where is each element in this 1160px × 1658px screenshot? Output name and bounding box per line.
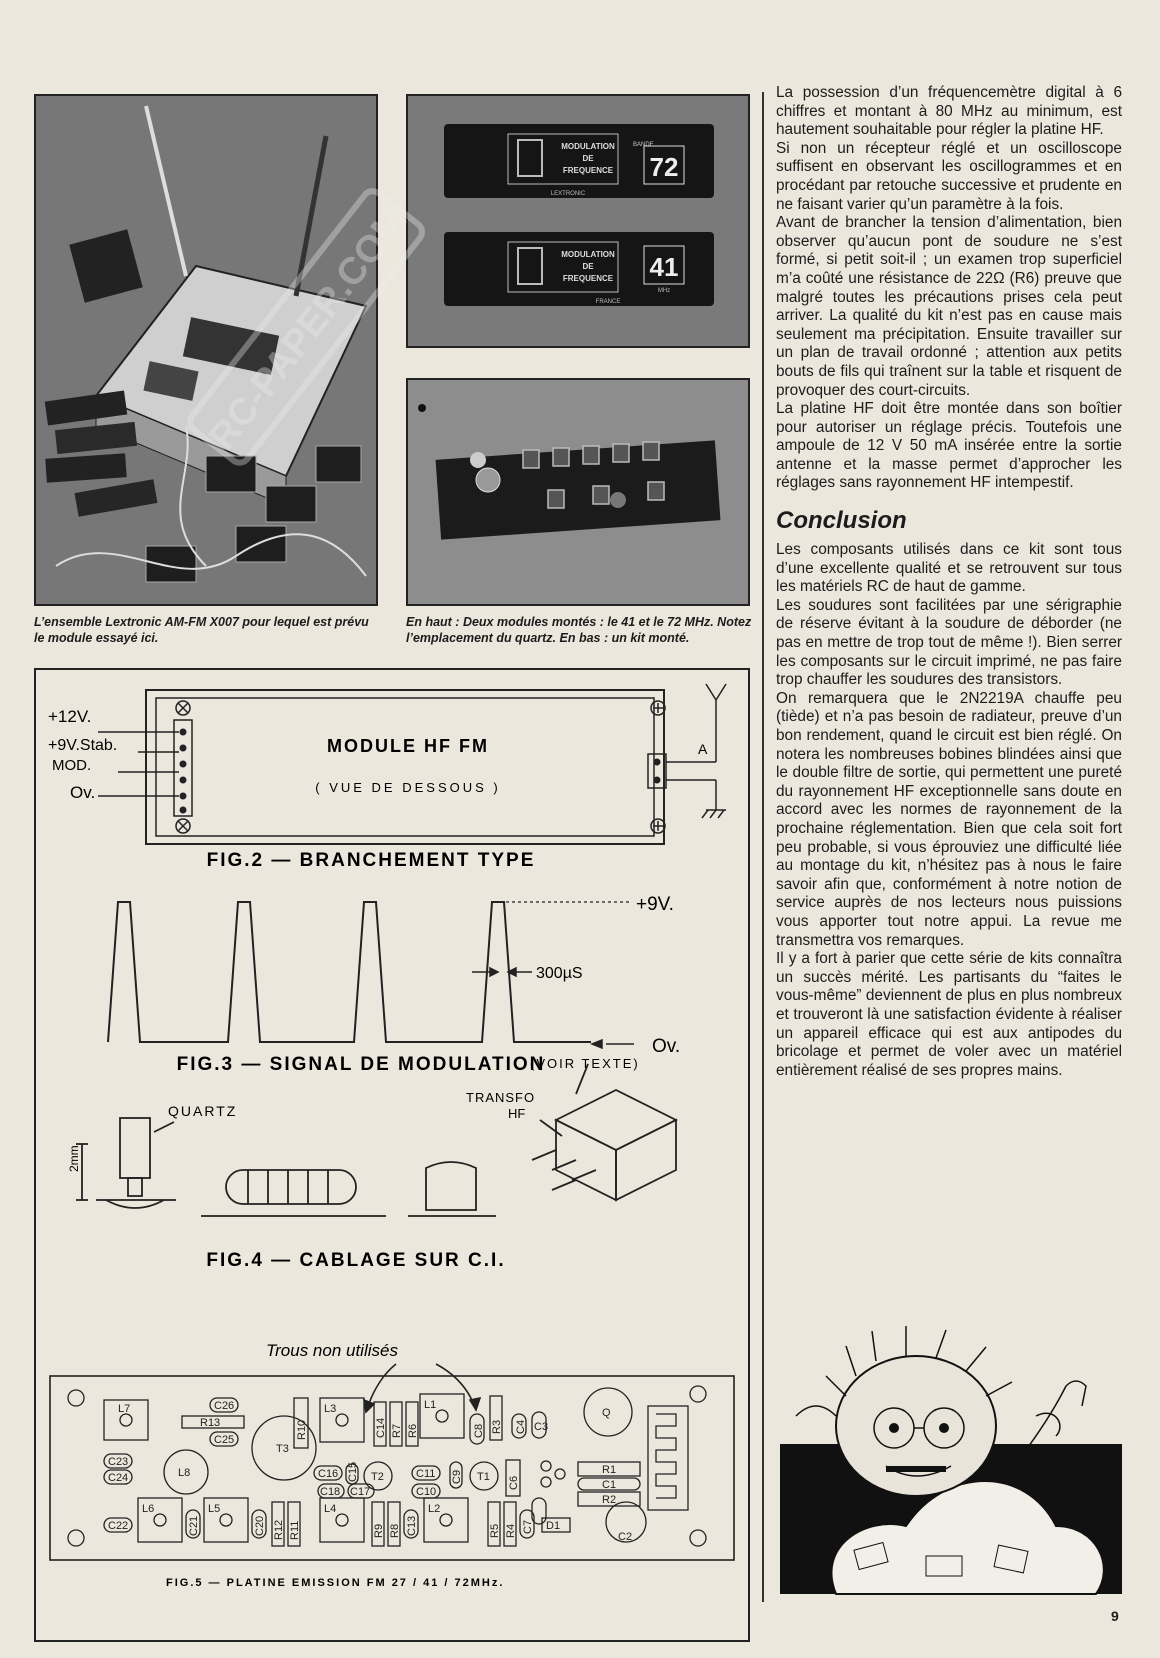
fig2-module-label: MODULE HF FM bbox=[327, 736, 489, 756]
fig4-title: FIG.4 — CABLAGE SUR C.I. bbox=[206, 1250, 506, 1271]
figure-box-2-4 bbox=[34, 668, 750, 1642]
conclusion-paragraph-3: On remarquera que le 2N2219A chauffe peu (tiède) et n’a pas besoin de radiateur, preuve d’un bon rendement, quand le circuit est bien réglé. On notera les nombreuses bobines blindées ainsi que le double filtre de sortie, qui permettent une pureté du rayonnement HF exceptionnelle sans doute en accord avec les normes de rayonnement de la prochaine réglementation. Bien que cela soit fort peu probable, si vous éprouviez une difficulté liée au montage du kit, n’hésitez pas à nous le faire savoir afin que, conformément à notre notion de service auprès de nos lecteurs nous puissions vous apporter tout notre appui. La revue me transmettra vos remarques. bbox=[776, 689, 1122, 949]
comp-r8: R8 bbox=[389, 1523, 401, 1538]
comp-r5: R5 bbox=[489, 1523, 501, 1538]
module-b-number: 41 bbox=[649, 252, 679, 282]
fig4-transfo: TRANSFO bbox=[466, 1090, 536, 1105]
conclusion-heading: Conclusion bbox=[776, 507, 907, 535]
comp-c9: C9 bbox=[451, 1469, 463, 1484]
comp-c17: C17 bbox=[350, 1486, 371, 1498]
module-a-number: 72 bbox=[649, 152, 679, 182]
comp-r10: R10 bbox=[296, 1419, 308, 1440]
fig2-antenna-label: A bbox=[698, 741, 708, 757]
fig4-dim: 2mm bbox=[67, 1145, 81, 1172]
article-paragraph-4: La platine HF doit être montée dans son boîtier pour autoriser un réglage précis. Toutefois une ampoule de 12 V 50 mA insérée entre la sortie antenne et la masse permet d’approcher les réglages sans rayonnement HF intempestif. bbox=[776, 400, 1122, 492]
comp-t2: T2 bbox=[371, 1471, 384, 1483]
comp-q: Q bbox=[602, 1407, 611, 1419]
fig2-title: FIG.2 — BRANCHEMENT TYPE bbox=[206, 850, 536, 871]
fig2-pin-12v: +12V. bbox=[48, 707, 92, 726]
module-b-title-3: FREQUENCE bbox=[562, 274, 614, 283]
fig2-pin-mod: MOD. bbox=[52, 757, 92, 774]
conclusion-paragraph-1: Les composants utilisés dans ce kit sont tous d’une excellente qualité et se retrouvent sur tous les matériels RC de haut de gamme. bbox=[776, 541, 1122, 596]
comp-r13: R13 bbox=[200, 1417, 221, 1429]
fig5-title: FIG.5 — PLATINE EMISSION FM 27 / 41 / 72MHz. bbox=[166, 1577, 505, 1589]
comp-c26: C26 bbox=[214, 1400, 235, 1412]
article-column bbox=[776, 84, 1122, 1080]
fig3-low-label: Ov. bbox=[652, 1036, 681, 1057]
comp-r9: R9 bbox=[373, 1523, 385, 1538]
watermark-text: RC-PAPER.COM bbox=[201, 199, 416, 458]
comp-c14: C14 bbox=[375, 1417, 387, 1438]
module-b-mhz: MHz bbox=[657, 288, 671, 294]
module-b-title-2: DE bbox=[582, 262, 594, 271]
article-paragraph-1: La possession d’un fréquencemètre digital à 6 chiffres et montant à 80 MHz au minimum, est hautement souhaitable pour régler la platine HF. bbox=[776, 84, 1122, 139]
comp-l8: L8 bbox=[178, 1467, 191, 1479]
module-a-title-2: DE bbox=[582, 154, 594, 163]
conclusion-paragraph-4: Il y a fort à parier que cette série de kits connaîtra un succès mérité. Les partisants du “faites le vous-même” deviennent de plus en plus nombreux et trouveront là une satisfaction évidente à réaliser un appareil efficace qui est aux antipodes du bricolage et permet de voler avec un matériel entièrement réalisé de ses propres mains. bbox=[776, 950, 1122, 1079]
comp-l6: L6 bbox=[142, 1503, 155, 1515]
comp-r11: R11 bbox=[289, 1520, 301, 1540]
comp-r7: R7 bbox=[391, 1423, 403, 1438]
comp-r3: R3 bbox=[491, 1419, 503, 1434]
comp-c4: C4 bbox=[515, 1419, 527, 1434]
fig3-title: FIG.3 — SIGNAL DE MODULATION bbox=[176, 1054, 546, 1075]
comp-l5: L5 bbox=[208, 1503, 221, 1515]
comp-c2: C2 bbox=[618, 1531, 633, 1543]
cartoon-illustration bbox=[776, 1316, 1126, 1596]
watermark-stamp bbox=[150, 140, 470, 520]
comp-l3: L3 bbox=[324, 1403, 337, 1415]
fig2-module-sub: ( VUE DE DESSOUS ) bbox=[315, 780, 501, 795]
comp-r2: R2 bbox=[602, 1494, 617, 1506]
comp-c6: C6 bbox=[508, 1475, 520, 1490]
comp-c10: C10 bbox=[416, 1486, 437, 1498]
module-a-brand: LEXTRONIC bbox=[550, 191, 586, 197]
comp-c1: C1 bbox=[602, 1479, 617, 1491]
module-b-title-1: MODULATION bbox=[561, 250, 615, 259]
fig3-pulse-label: 300µS bbox=[536, 965, 583, 982]
comp-l2: L2 bbox=[428, 1503, 441, 1515]
comp-r4: R4 bbox=[505, 1523, 517, 1538]
comp-d1: D1 bbox=[546, 1520, 561, 1532]
comp-c13: C13 bbox=[406, 1515, 418, 1536]
column-divider bbox=[762, 92, 764, 1602]
module-b-country: FRANCE bbox=[595, 299, 621, 305]
fig4-quartz: QUARTZ bbox=[168, 1103, 238, 1119]
comp-c7: C7 bbox=[522, 1519, 534, 1534]
module-a-title-1: MODULATION bbox=[561, 142, 615, 151]
comp-t1: T1 bbox=[477, 1471, 490, 1483]
comp-l4: L4 bbox=[324, 1503, 337, 1515]
comp-l7: L7 bbox=[118, 1403, 131, 1415]
comp-c24: C24 bbox=[108, 1472, 129, 1484]
page-number: 9 bbox=[1111, 1608, 1119, 1624]
caption-right: En haut : Deux modules montés : le 41 et le 72 MHz. Notez l’emplacement du quartz. En bas : un kit monté. bbox=[406, 615, 752, 645]
comp-c16: C16 bbox=[318, 1468, 339, 1480]
comp-t3: T3 bbox=[276, 1443, 289, 1455]
article-paragraph-3: Avant de brancher la tension d’alimentation, bien observer qu’aucun pont de soudure ne s’est formé, si petit soit-il ; un examen trop superficiel m’a coûté une résistance de 22Ω (R6) preuve que malgré toutes les précautions prises cela peut arriver. La qualité du kit n’est pas en cause mais seulement ma précipitation. Ensuite travailler sur un plan de travail ordonné ; attention aux petits bouts de fils qui traînent sur la table et risquent de provoquer des court-circuits. bbox=[776, 214, 1122, 399]
comp-c21: C21 bbox=[188, 1515, 200, 1536]
comp-r6: R6 bbox=[407, 1423, 419, 1438]
fig5-note: Trous non utilisés bbox=[266, 1341, 398, 1360]
comp-c23: C23 bbox=[108, 1456, 129, 1468]
comp-l1: L1 bbox=[424, 1399, 437, 1411]
fig4-voir: (VOIR TEXTE) bbox=[530, 1056, 640, 1071]
comp-c15: C15 bbox=[347, 1461, 359, 1482]
conclusion-paragraph-2: Les soudures sont facilitées par une sérigraphie de réserve évitant à la soudure de déborder (ne pas en mettre de trop tout de même !). Bien serrer les composants sur le circuit imprimé, ne pas faire trop chauffer les soudures des transistors. bbox=[776, 596, 1122, 689]
fig4-hf: HF bbox=[508, 1106, 526, 1121]
module-a-band: BANDE bbox=[633, 142, 654, 148]
article-paragraph-2: Si non un récepteur réglé et un oscilloscope suffisent en observant les oscillogrammes et en procédant par retouche successive et prudente en ne faisant varier qu’un paramètre à la fois. bbox=[776, 139, 1122, 213]
comp-c11: C11 bbox=[416, 1468, 436, 1480]
comp-r12: R12 bbox=[273, 1519, 285, 1540]
comp-c3: C3 bbox=[534, 1421, 549, 1433]
comp-c20: C20 bbox=[254, 1515, 266, 1536]
fig2-pin-0v: Ov. bbox=[70, 783, 96, 802]
comp-r1: R1 bbox=[602, 1464, 617, 1476]
comp-c18: C18 bbox=[320, 1486, 341, 1498]
module-a-title-3: FREQUENCE bbox=[562, 166, 614, 175]
comp-c25: C25 bbox=[214, 1434, 235, 1446]
caption-left: L’ensemble Lextronic AM-FM X007 pour lequel est prévu le module essayé ici. bbox=[34, 615, 369, 645]
comp-c22: C22 bbox=[108, 1520, 129, 1532]
fig3-high-label: +9V. bbox=[636, 894, 674, 915]
comp-c8: C8 bbox=[473, 1423, 485, 1438]
fig2-pin-9v: +9V.Stab. bbox=[48, 737, 118, 754]
